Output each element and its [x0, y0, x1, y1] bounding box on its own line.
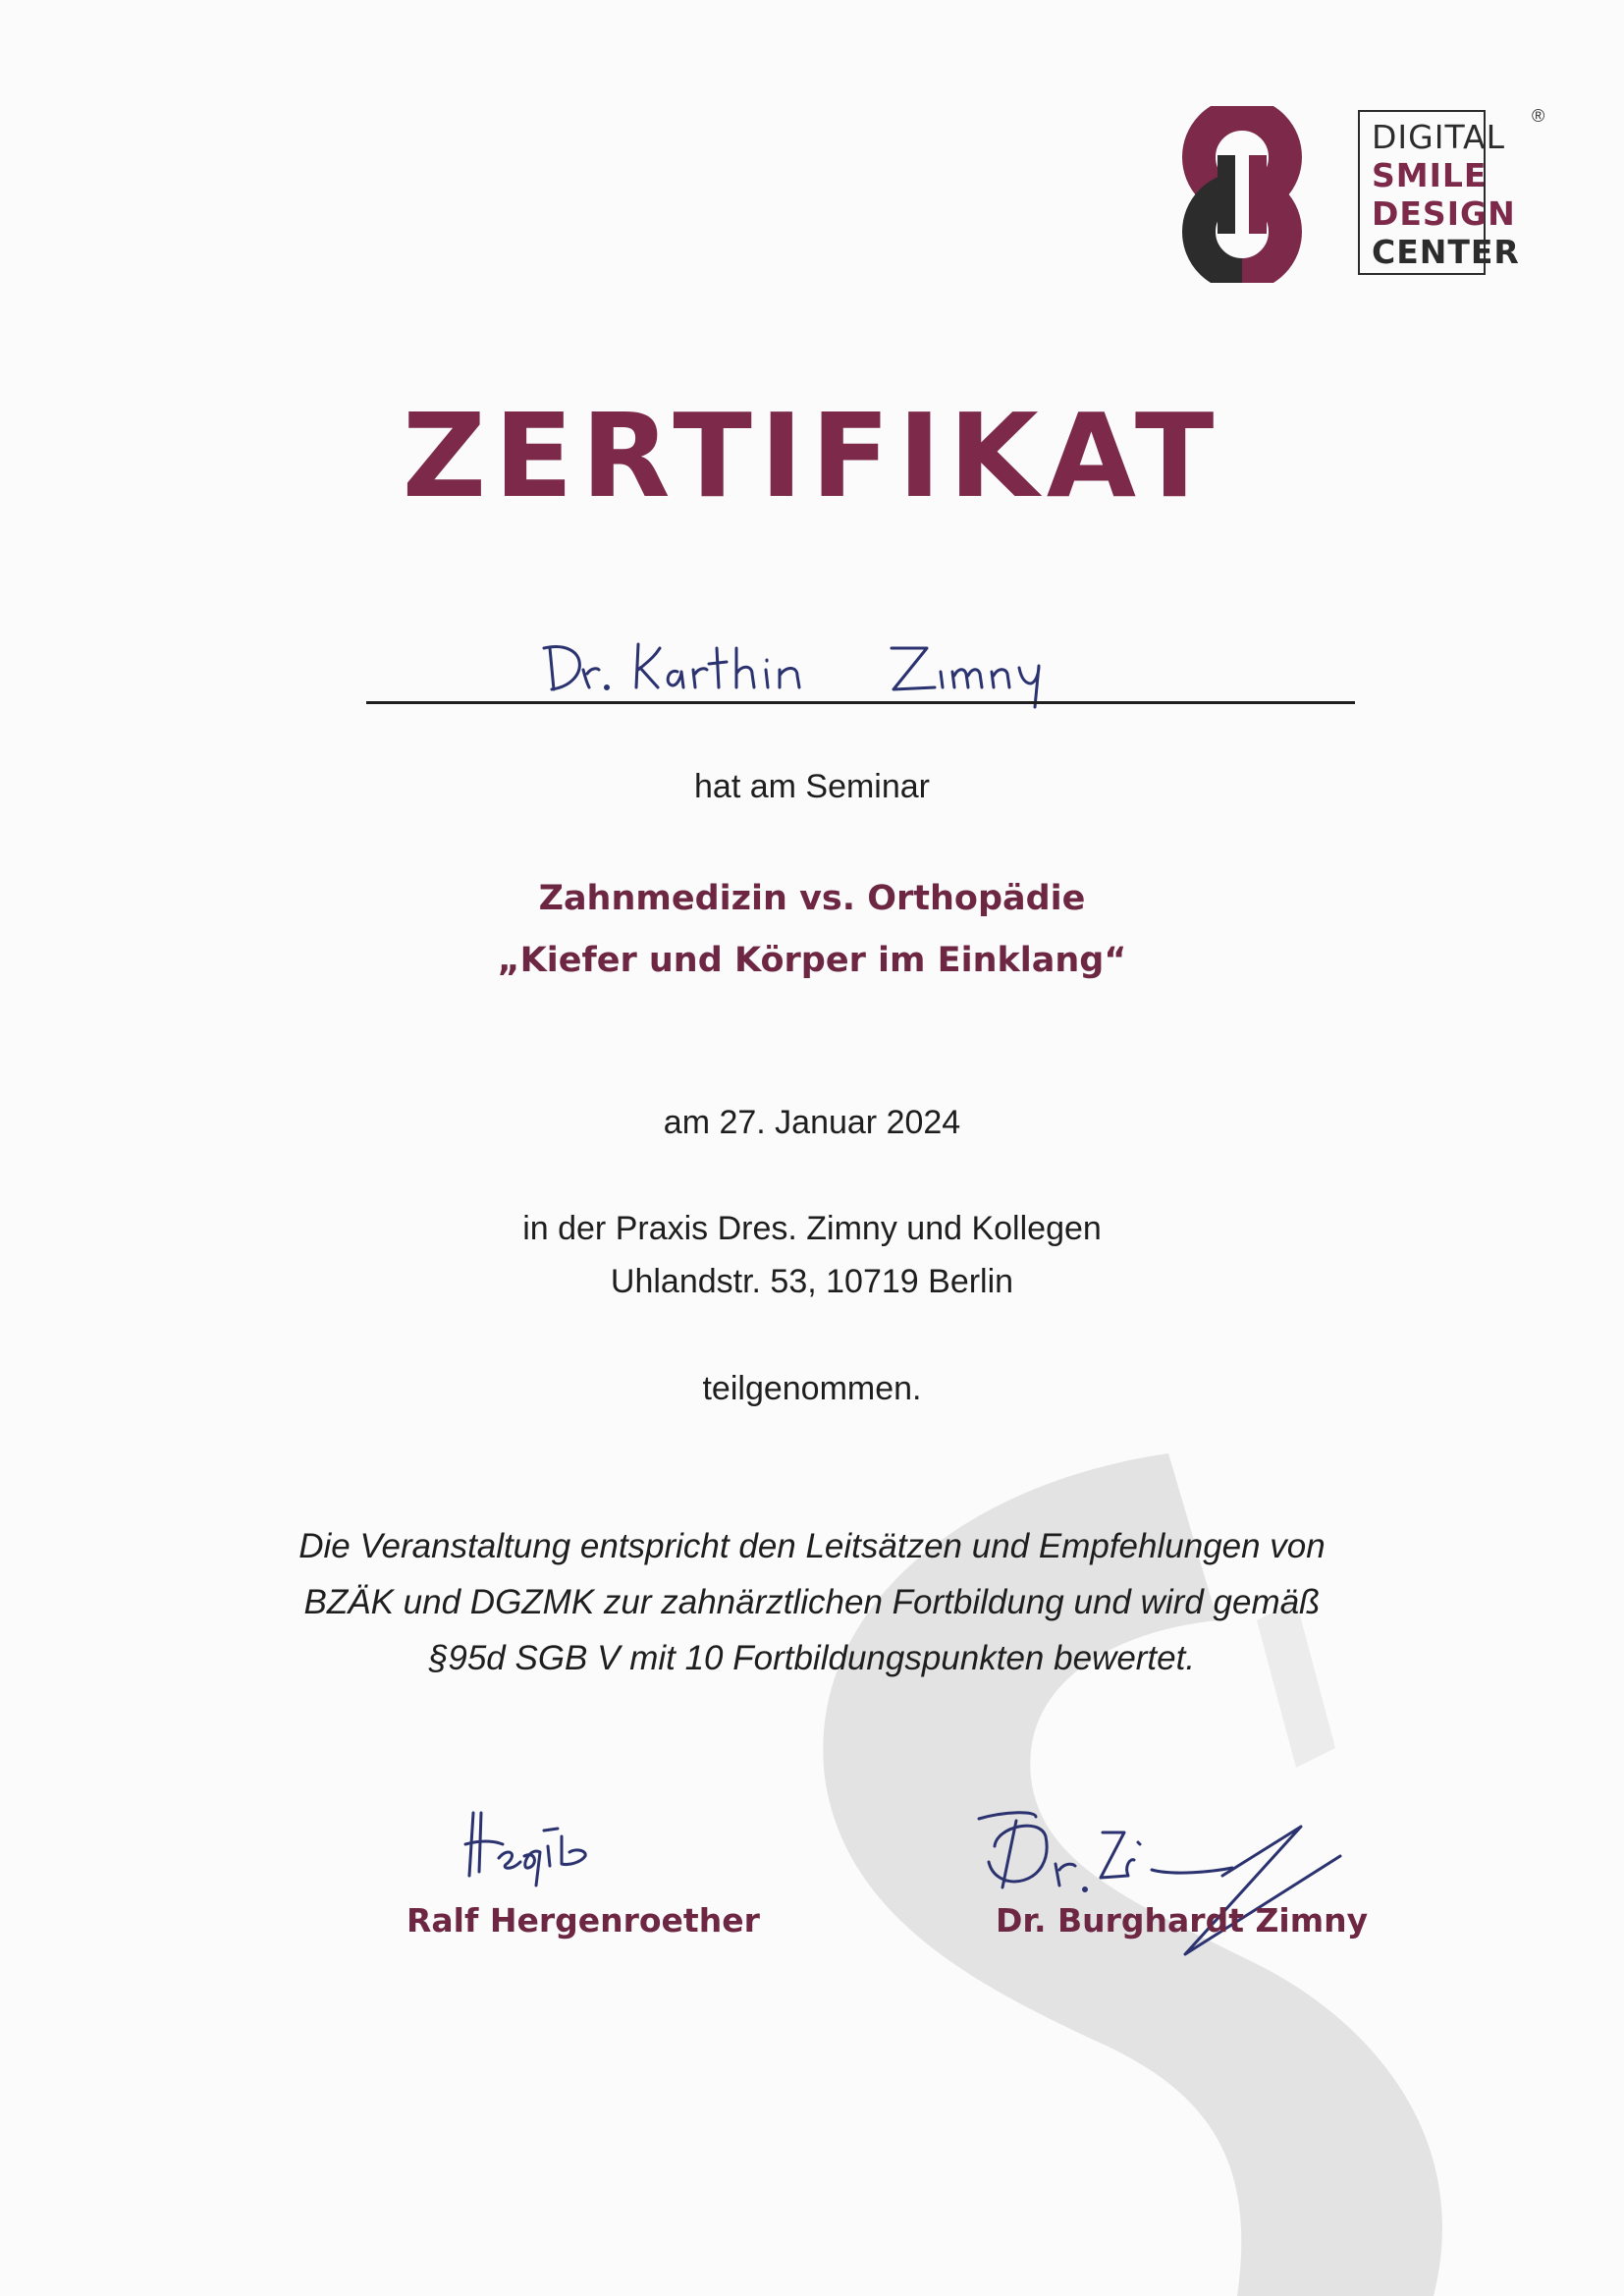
note-line-1: Die Veranstaltung entspricht den Leitsätzen und Empfehlungen von	[298, 1527, 1326, 1565]
seminar-topic-line-2: „Kiefer und Körper im Einklang“	[497, 941, 1127, 980]
location-line-1: in der Praxis Dres. Zimny und Kollegen	[522, 1210, 1102, 1247]
registered-mark: ®	[1532, 106, 1545, 126]
intro-text: hat am Seminar	[694, 768, 930, 805]
certificate-title: ZERTIFIKAT	[402, 388, 1222, 523]
logo	[1159, 106, 1551, 291]
logo-line-smile: SMILE	[1372, 156, 1488, 194]
logo-wordmark	[1358, 110, 1520, 275]
signature-left	[460, 1807, 607, 1895]
location-line-2: Uhlandstr. 53, 10719 Berlin	[610, 1263, 1014, 1300]
logo-line-design: DESIGN	[1372, 194, 1516, 233]
signer-name-left: Ralf Hergenroether	[406, 1901, 760, 1940]
recipient-name-line	[366, 701, 1355, 704]
closing-text: teilgenommen.	[702, 1370, 922, 1407]
seminar-date: am 27. Januar 2024	[663, 1104, 961, 1141]
note-line-3: §95d SGB V mit 10 Fortbildungspunkten bewertet.	[428, 1639, 1196, 1677]
seminar-topic-line-1: Zahnmedizin vs. Orthopädie	[538, 879, 1086, 918]
signer-name-right: Dr. Burghardt Zimny	[996, 1901, 1369, 1940]
logo-line-center: CENTER	[1372, 233, 1520, 271]
logo-mark-icon	[1159, 106, 1326, 283]
note-line-2: BZÄK und DGZMK zur zahnärztlichen Fortbildung und wird gemäß	[303, 1583, 1321, 1621]
logo-line-digital: DIGITAL	[1372, 118, 1506, 156]
